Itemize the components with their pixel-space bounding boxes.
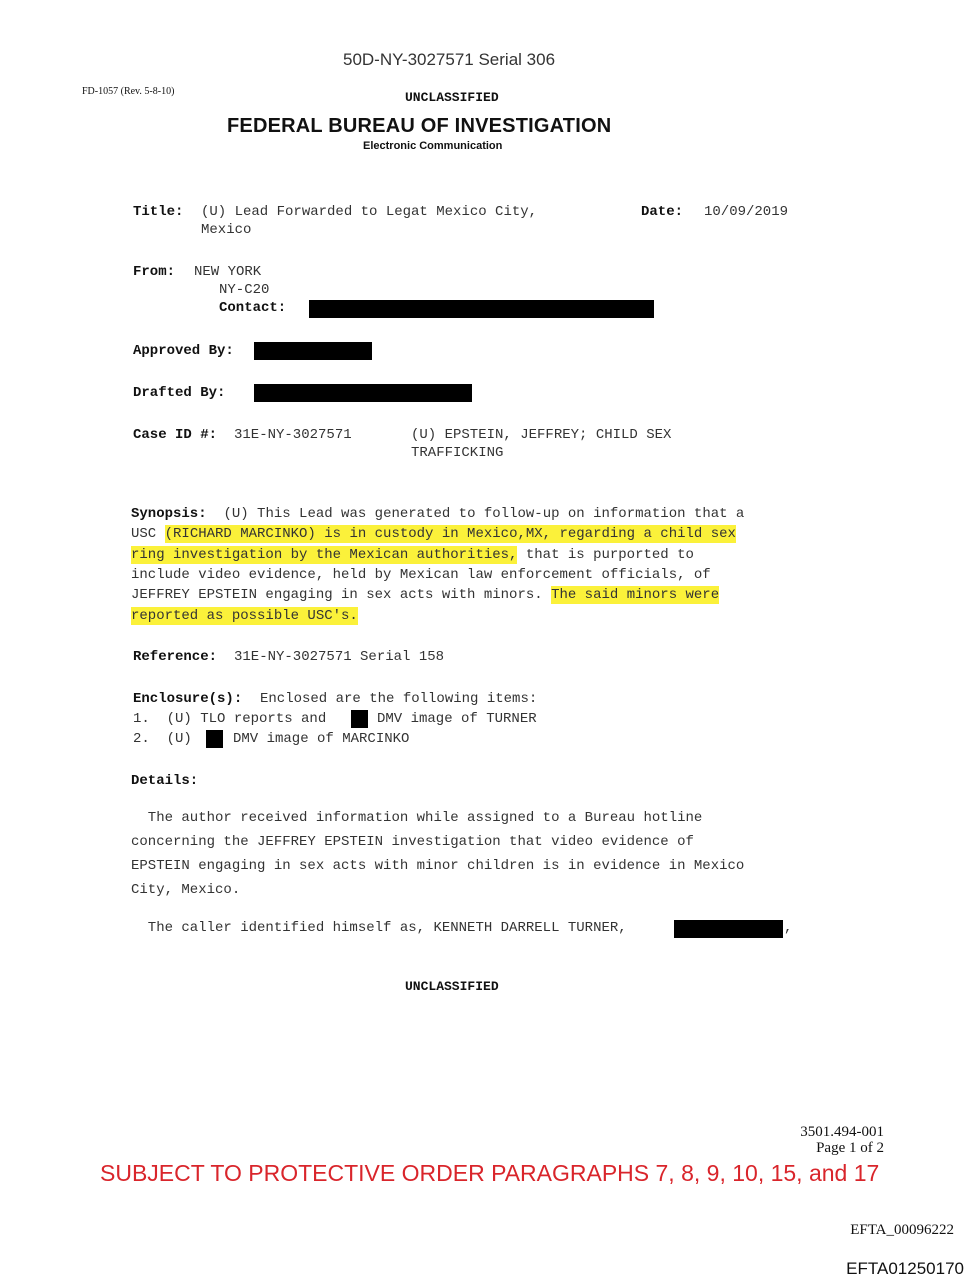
title-line-2: Mexico [201,222,252,238]
details-line-2: concerning the JEFFREY EPSTEIN investigation that video evidence of [131,834,694,850]
details-line-1: The author received information while assigned to a Bureau hotline [131,810,703,826]
synopsis-line-4: include video evidence, held by Mexican law enforcement officials, of [131,567,711,583]
synopsis-line-6 [131,608,358,624]
reference-value: 31E-NY-3027571 Serial 158 [234,649,445,665]
title-line-1: (U) Lead Forwarded to Legat Mexico City, [201,204,538,220]
enclosure-item-1: 1. (U) TLO reports and [133,711,327,727]
synopsis-text-5: JEFFREY EPSTEIN engaging in sex acts with minors. [131,587,552,603]
case-id-label: Case ID #: [133,427,218,443]
synopsis-line-2 [131,526,736,542]
synopsis-highlight-4: reported as possible USC's. [131,608,358,624]
reference-label: Reference: [133,649,218,665]
approved-by-label: Approved By: [133,343,234,359]
enclosures-intro: Enclosed are the following items: [260,691,538,707]
enclosure-1-redaction [351,710,368,728]
synopsis-highlight-2: ring investigation by the Mexican authorities, [131,547,518,563]
efta-number-2: EFTA01250170 [846,1259,964,1278]
date-value: 10/09/2019 [704,204,789,220]
enclosure-2-redaction [206,730,223,748]
synopsis-text-1: (U) This Lead was generated to follow-up on information that a [223,506,745,522]
exhibit-number: 3501.494-001 [800,1124,884,1140]
details-line-3: EPSTEIN engaging in sex acts with minor children is in evidence in Mexico [131,858,745,874]
enclosure-item-2-end: DMV image of MARCINKO [233,731,410,747]
contact-redaction [309,300,654,318]
drafted-by-redaction [254,384,472,402]
case-caption-line-2: TRAFFICKING [411,445,504,461]
enclosure-item-2: 2. (U) [133,731,192,747]
synopsis-line-3 [131,547,694,563]
synopsis-text-2: USC [131,526,165,542]
synopsis-highlight-1: (RICHARD MARCINKO) is in custody in Mexico,MX, regarding a child sex [164,526,736,542]
case-caption-line-1: (U) EPSTEIN, JEFFREY; CHILD SEX [411,427,672,443]
case-id-value: 31E-NY-3027571 [234,427,352,443]
from-squad: NY-C20 [219,282,270,298]
date-label: Date: [641,204,684,220]
contact-label: Contact: [219,300,287,316]
synopsis-line-1 [131,506,744,522]
from-office: NEW YORK [194,264,262,280]
enclosures-label: Enclosure(s): [133,691,243,707]
approved-by-redaction [254,342,372,360]
synopsis-highlight-3: The said minors were [551,587,720,603]
enclosure-item-1-end: DMV image of TURNER [377,711,537,727]
details-line-4: City, Mexico. [131,882,241,898]
synopsis-line-5 [131,587,719,603]
classification-top: UNCLASSIFIED [405,90,499,105]
drafted-by-label: Drafted By: [133,385,226,401]
classification-bottom: UNCLASSIFIED [405,979,499,994]
page-number: Page 1 of 2 [816,1140,884,1156]
from-label: From: [133,264,176,280]
protective-order-notice: SUBJECT TO PROTECTIVE ORDER PARAGRAPHS 7, 8, 9, 10, 15, and 17 [100,1160,880,1186]
document-type: Electronic Communication [363,140,503,152]
agency-name: FEDERAL BUREAU OF INVESTIGATION [227,115,612,137]
synopsis-label: Synopsis: [131,506,207,522]
efta-number-1: EFTA_00096222 [850,1222,954,1238]
document-serial: 50D-NY-3027571 Serial 306 [343,50,556,69]
details-label: Details: [131,773,199,789]
synopsis-text-3: that is purported to [517,547,694,563]
details-caller-line: The caller identified himself as, KENNETH DARRELL TURNER, [131,920,627,936]
form-id: FD-1057 (Rev. 5-8-10) [82,86,175,97]
title-label: Title: [133,204,184,220]
caller-info-redaction [674,920,783,938]
caller-line-end: , [784,920,793,936]
